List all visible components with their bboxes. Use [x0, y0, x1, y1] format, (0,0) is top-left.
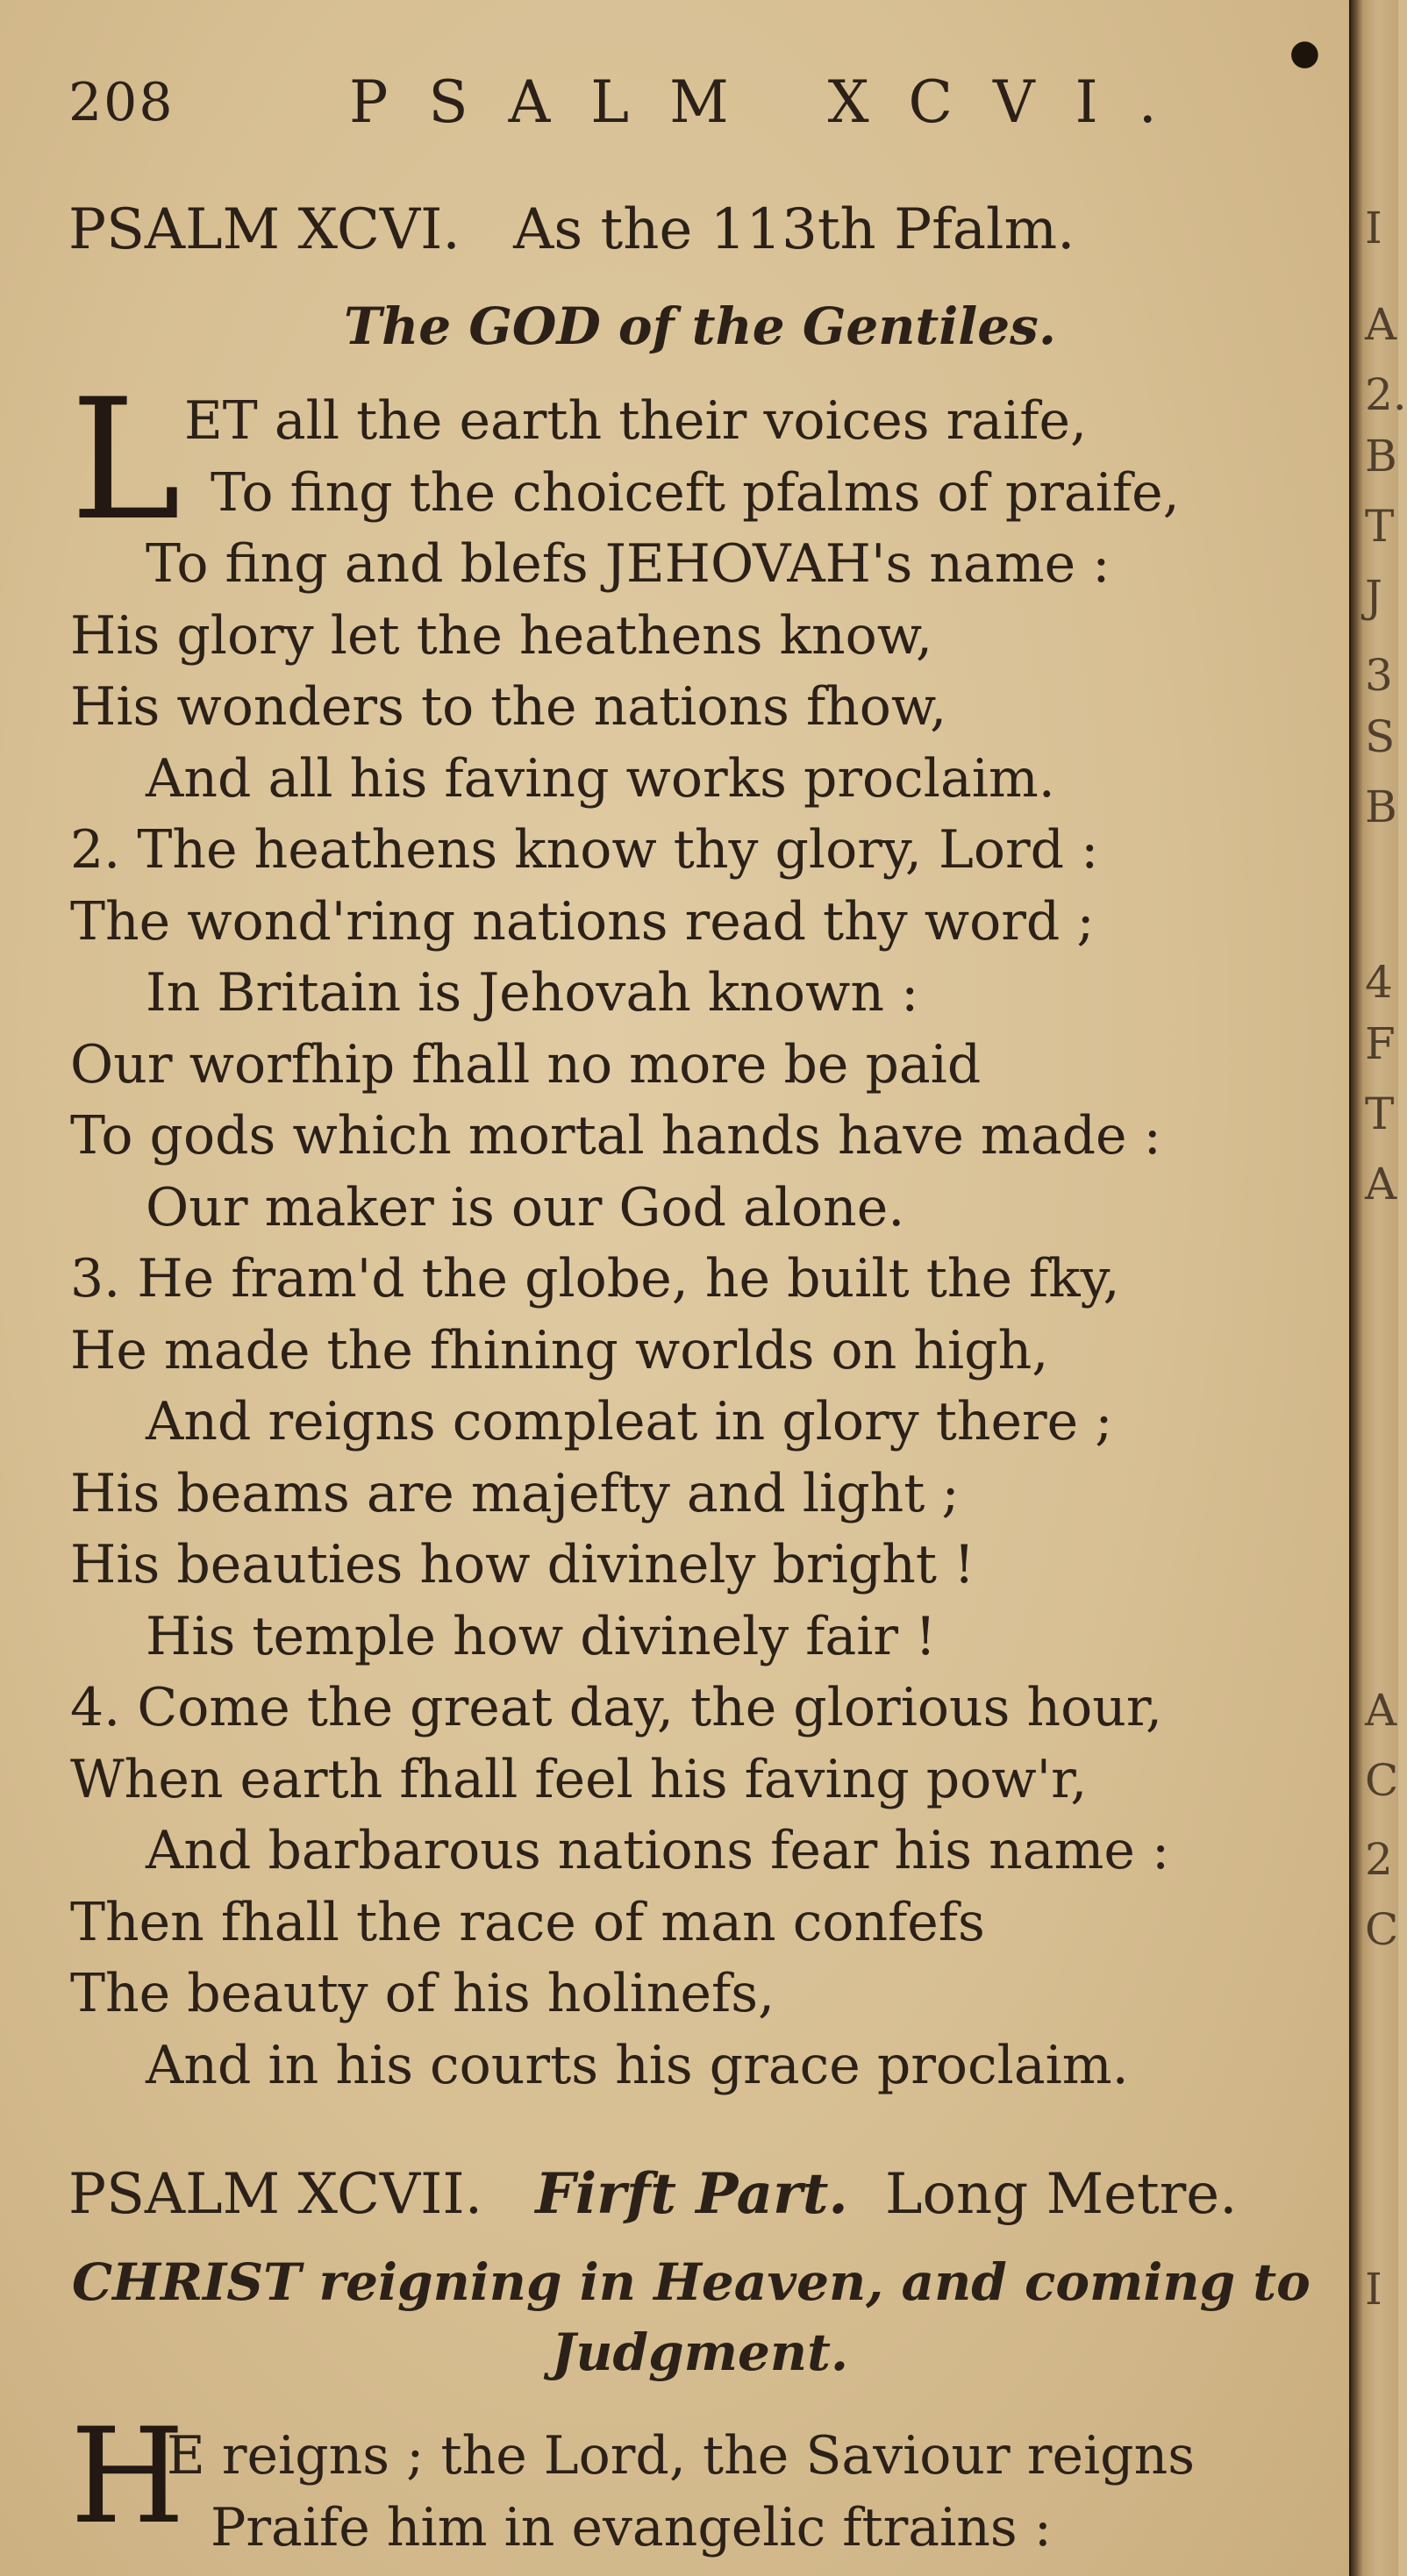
facing-page-letter: T: [1365, 1088, 1395, 1139]
verse-line: His glory let the heathens know,: [70, 604, 933, 667]
facing-page-letter: 3: [1365, 650, 1393, 701]
verse-line: 4. Come the great day, the glorious hour,: [70, 1677, 1163, 1738]
psalm-96-heading-number: XCVI.: [297, 197, 461, 262]
psalm-96-dropcap: L: [70, 363, 182, 557]
verse-line: Our worfhip fhall no more be paid: [70, 1033, 982, 1095]
verse-line: His beams are majefty and light ;: [70, 1462, 960, 1524]
psalm-97-heading-meter: Long Metre.: [885, 2162, 1238, 2227]
verse-line: Our maker is our God alone.: [146, 1176, 905, 1238]
verse-line: E reigns ; the Lord, the Saviour reigns: [167, 2425, 1196, 2487]
psalm-97-verses: [70, 2401, 1351, 2564]
verse-line: And in his courts his grace proclaim.: [146, 2034, 1129, 2096]
facing-page-edge: [1351, 0, 1407, 2576]
running-head: PSALM XCVI.: [349, 68, 1197, 136]
facing-page-letter: T: [1365, 501, 1395, 552]
psalm-97-dropcap: H: [70, 2401, 185, 2553]
psalm-97-heading: [68, 2154, 1349, 2235]
verse-line: His beauties how divinely bright !: [70, 1534, 975, 1595]
verse-line: Then fhall the race of man confefs: [70, 1891, 985, 1953]
facing-page-letter: A: [1365, 1685, 1397, 1736]
facing-page-letter: I: [1365, 203, 1382, 253]
psalm-97-subtitle-line1: CHRIST reigning in Heaven, and coming to: [72, 2252, 1311, 2312]
facing-page-letter: 2: [1365, 1834, 1393, 1885]
verse-line: The wond'ring nations read thy word ;: [70, 890, 1095, 953]
verse-line: And barbarous nations fear his name :: [146, 1820, 1170, 1881]
facing-page-letter: I: [1365, 2264, 1382, 2315]
verse-line: ET all the earth their voices raife,: [184, 390, 1088, 452]
psalm-97-heading-title: PSALM: [68, 2162, 281, 2227]
verse-line: He made the fhining worlds on high,: [70, 1319, 1049, 1381]
psalm-96-heading-note: As the 113th Pfalm.: [513, 197, 1075, 262]
facing-page-letter: B: [1365, 781, 1397, 832]
facing-page-letter: F: [1365, 1018, 1396, 1069]
verse-line: When earth fhall feel his faving pow'r,: [70, 1748, 1088, 1810]
page-number: 208: [68, 72, 175, 133]
facing-page-letter: J: [1365, 571, 1383, 622]
ink-mark-icon: ●: [1289, 32, 1320, 73]
psalm-97-subtitle-line2: Judgment.: [551, 2323, 849, 2382]
verse-line: To fing and blefs JEHOVAH's name :: [146, 533, 1111, 595]
facing-page-letter: 4: [1365, 957, 1393, 1008]
page-header: [68, 63, 1349, 142]
facing-page-letter: A: [1365, 1159, 1397, 1210]
verse-line: To fing the choiceft pfalms of praife,: [211, 461, 1180, 524]
verse-line: To gods which mortal hands have made :: [70, 1105, 1161, 1167]
verse-line: His wonders to the nations fhow,: [70, 676, 947, 738]
verse-line: And all his faving works proclaim.: [146, 747, 1055, 810]
psalm-96-verses: [70, 363, 1351, 2101]
verse-line: 2. The heathens know thy glory, Lord :: [70, 819, 1099, 881]
verse-line: And reigns compleat in glory there ;: [146, 1391, 1113, 1452]
psalm-97-heading-number: XCVII.: [297, 2162, 483, 2227]
psalm-96-heading: [68, 189, 1349, 270]
facing-page-letter: B: [1365, 431, 1397, 482]
verse-line: His temple how divinely fair !: [146, 1605, 937, 1667]
facing-page-letter: S: [1365, 711, 1396, 762]
verse-line: The beauty of his holinefs,: [70, 1963, 775, 2024]
psalm-96-heading-title: PSALM: [68, 197, 281, 262]
facing-page-letter: 2.: [1365, 369, 1407, 420]
facing-page-letter: C: [1365, 1755, 1399, 1806]
verse-line: 3. He fram'd the globe, he built the fky,: [70, 1248, 1120, 1309]
facing-page-letter: A: [1365, 299, 1397, 350]
verse-line: In Britain is Jehovah known :: [146, 962, 919, 1024]
psalm-96-subtitle: The GOD of the Gentiles.: [343, 296, 1057, 356]
psalm-97-heading-part: Firft Part.: [535, 2161, 848, 2227]
verse-line: Praife him in evangelic ftrains :: [211, 2496, 1052, 2558]
facing-page-letter: C: [1365, 1904, 1399, 1955]
